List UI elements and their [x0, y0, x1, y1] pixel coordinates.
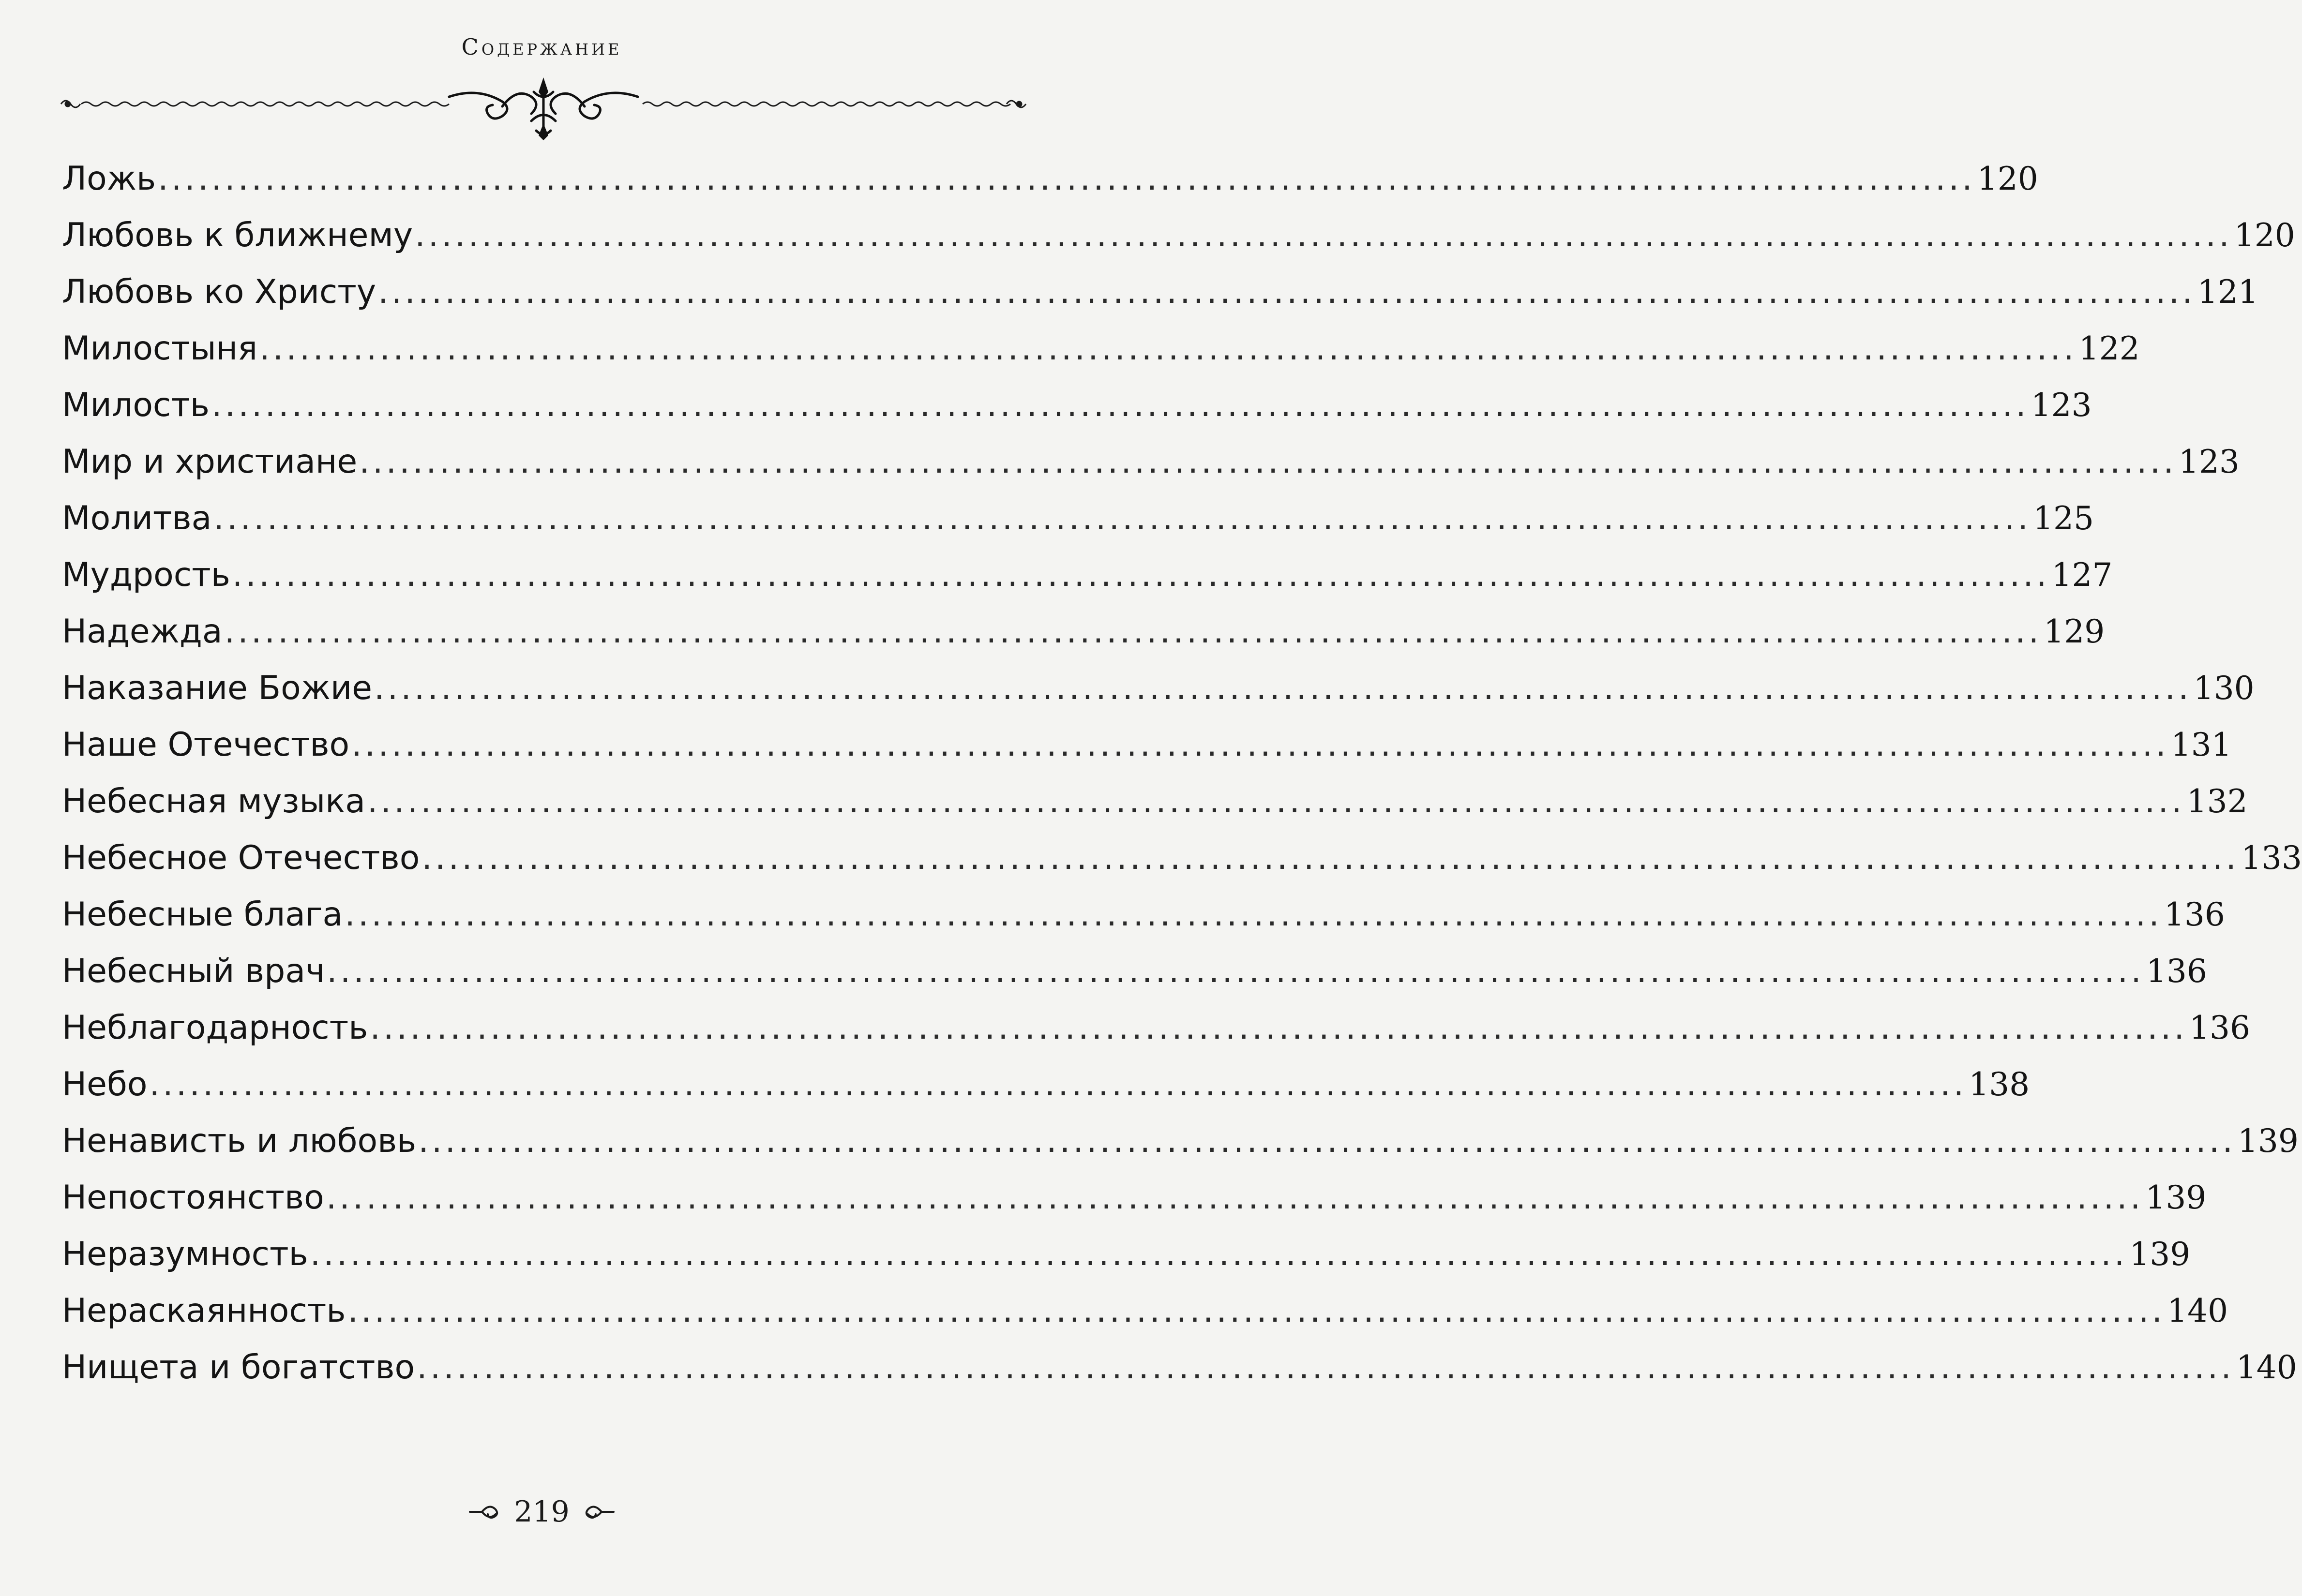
toc-entry[interactable] — [62, 329, 2140, 386]
toc-entry-title: Милостыня — [62, 329, 257, 368]
toc-entry-page: 125 — [2032, 500, 2094, 537]
toc-entry-title: Неразумность — [62, 1235, 308, 1273]
toc-leader-dots: ........................................................................................................................................ — [232, 556, 2050, 594]
toc-entry-page: 136 — [2189, 1009, 2251, 1046]
toc-leader-dots: ........................................................................................................................................ — [158, 160, 1975, 198]
toc-entry[interactable] — [62, 895, 2225, 952]
toc-entry-title: Ненависть и любовь — [62, 1122, 417, 1160]
toc-entry[interactable] — [62, 782, 2248, 839]
toc-entry[interactable] — [62, 443, 2240, 499]
toc-entry[interactable] — [62, 1235, 2191, 1292]
toc-entry[interactable] — [62, 216, 2295, 273]
toc-entry-page: 140 — [2236, 1349, 2297, 1386]
toc-entry-page: 130 — [2193, 670, 2255, 707]
toc-entry-page: 129 — [2044, 613, 2105, 650]
toc-leader-dots: ........................................................................................................................................ — [224, 612, 2042, 651]
table-of-contents — [62, 160, 2302, 1405]
toc-entry[interactable] — [62, 1065, 2030, 1122]
toc-leader-dots: ........................................................................................................................................ — [367, 782, 2185, 820]
toc-entry-title: Небесные блага — [62, 895, 343, 934]
toc-entry-page: 123 — [2031, 387, 2092, 424]
toc-entry-title: Нищета и богатство — [62, 1348, 415, 1387]
toc-leader-dots: ........................................................................................................................................ — [370, 1009, 2188, 1047]
toc-entry-title: Неблагодарность — [62, 1009, 368, 1047]
toc-entry-page: 121 — [2197, 273, 2258, 311]
toc-entry-title: Мудрость — [62, 556, 230, 594]
toc-leader-dots: ........................................................................................................................................ — [418, 1122, 2236, 1160]
toc-leader-dots: ........................................................................................................................................ — [351, 726, 2169, 764]
toc-leader-dots: ........................................................................................................................................ — [213, 499, 2031, 537]
toc-entry-title: Ложь — [62, 160, 156, 198]
toc-entry[interactable] — [62, 726, 2232, 782]
toc-entry[interactable] — [62, 1122, 2299, 1178]
toc-entry[interactable] — [62, 160, 2038, 216]
toc-entry-title: Небо — [62, 1065, 148, 1104]
toc-entry-page: 120 — [2234, 217, 2295, 254]
toc-entry-title: Небесная музыка — [62, 782, 365, 820]
toc-leader-dots: ........................................................................................................................................ — [326, 1178, 2144, 1217]
toc-leader-dots: ........................................................................................................................................ — [421, 839, 2239, 877]
toc-entry-page: 132 — [2186, 783, 2248, 820]
toc-entry[interactable] — [62, 1292, 2228, 1348]
toc-entry-title: Небесный врач — [62, 952, 325, 990]
toc-entry-page: 127 — [2051, 556, 2113, 594]
toc-entry[interactable] — [62, 1178, 2207, 1235]
toc-leader-dots: ........................................................................................................................................ — [347, 1292, 2166, 1330]
toc-entry-page: 139 — [2237, 1122, 2299, 1160]
toc-entry[interactable] — [62, 839, 2302, 895]
toc-entry[interactable] — [62, 273, 2258, 329]
toc-leader-dots: ........................................................................................................................................ — [359, 443, 2177, 481]
toc-entry-title: Небесное Отечество — [62, 839, 420, 877]
toc-entry-page: 131 — [2170, 726, 2232, 763]
toc-entry-page: 139 — [2145, 1179, 2207, 1216]
toc-entry-title: Молитва — [62, 499, 212, 537]
toc-leader-dots: ........................................................................................................................................ — [310, 1235, 2128, 1273]
toc-entry-title: Милость — [62, 386, 210, 424]
toc-entry-title: Наказание Божие — [62, 669, 373, 707]
toc-entry-title: Наше Отечество — [62, 726, 350, 764]
toc-entry-title: Непостоянство — [62, 1178, 324, 1217]
toc-leader-dots: ........................................................................................................................................ — [378, 273, 2196, 311]
toc-entry-page: 138 — [1969, 1066, 2030, 1103]
toc-entry[interactable] — [62, 386, 2092, 443]
running-header-title: Содержание — [461, 34, 622, 60]
toc-entry-title: Надежда — [62, 612, 223, 651]
toc-entry[interactable] — [62, 952, 2207, 1009]
page-number: 219 — [514, 1495, 570, 1529]
toc-entry-page: 120 — [1977, 160, 2038, 197]
toc-leader-dots: ........................................................................................................................................ — [211, 386, 2029, 424]
toc-leader-dots: ........................................................................................................................................ — [345, 895, 2162, 934]
toc-entry-title: Нераскаянность — [62, 1292, 346, 1330]
toc-entry-title: Любовь к ближнему — [62, 216, 413, 254]
toc-entry-title: Любовь ко Христу — [62, 273, 376, 311]
toc-leader-dots: ........................................................................................................................................ — [149, 1065, 1967, 1104]
toc-entry[interactable] — [62, 669, 2255, 726]
toc-entry-page: 139 — [2129, 1236, 2191, 1273]
toc-entry-title: Мир и христиане — [62, 443, 358, 481]
page-footer — [0, 1495, 1083, 1529]
toc-entry[interactable] — [62, 1009, 2251, 1065]
toc-leader-dots: ........................................................................................................................................ — [374, 669, 2192, 707]
toc-entry-page: 136 — [2146, 953, 2207, 990]
toc-leader-dots: ........................................................................................................................................ — [417, 1348, 2234, 1387]
toc-entry-page: 140 — [2167, 1292, 2228, 1329]
toc-entry-page: 122 — [2078, 330, 2140, 367]
toc-entry[interactable] — [62, 612, 2105, 669]
scroll-ornament-icon — [582, 1500, 616, 1524]
toc-leader-dots: ........................................................................................................................................ — [327, 952, 2144, 990]
header-divider-ornament — [57, 77, 1030, 140]
toc-entry[interactable] — [62, 1348, 2297, 1405]
toc-entry-page: 136 — [2164, 896, 2225, 933]
toc-entry-page: 133 — [2241, 839, 2302, 877]
scroll-ornament-icon — [467, 1500, 501, 1524]
toc-entry[interactable] — [62, 556, 2113, 612]
toc-entry[interactable] — [62, 499, 2094, 556]
toc-leader-dots: ........................................................................................................................................ — [259, 329, 2077, 368]
toc-leader-dots: ........................................................................................................................................ — [415, 216, 2232, 254]
toc-entry-page: 123 — [2178, 443, 2240, 480]
